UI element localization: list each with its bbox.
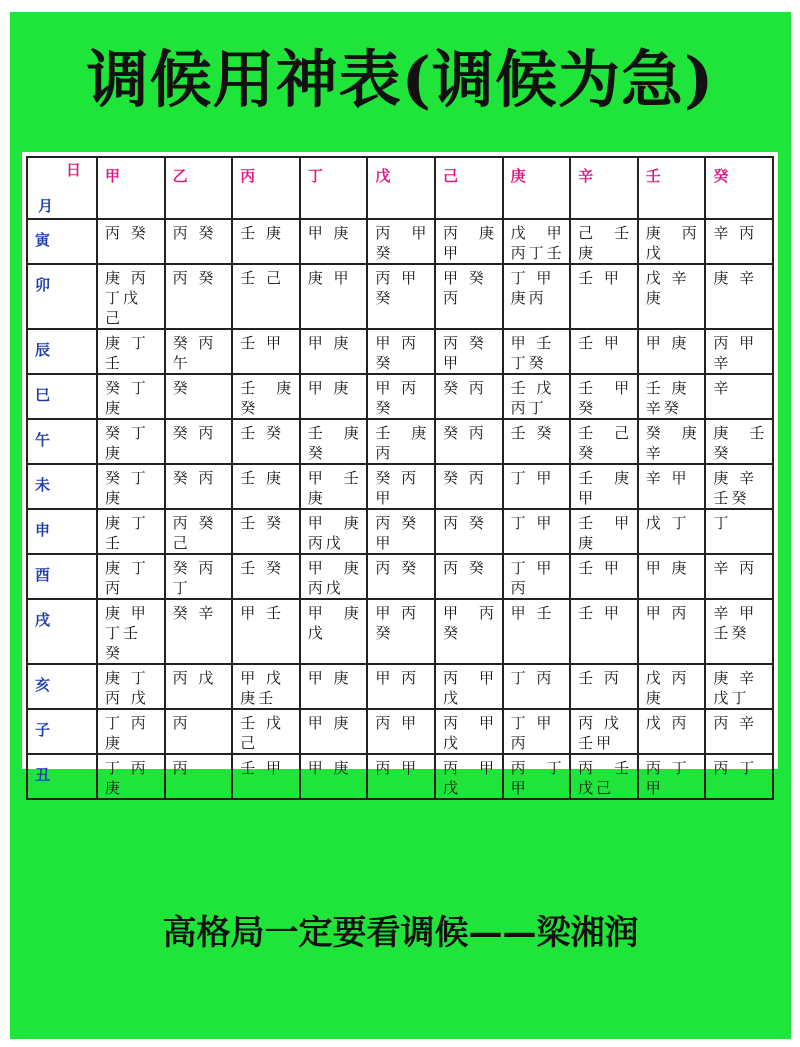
table-cell: 辛 丙 [705, 219, 773, 264]
header-row [27, 157, 773, 219]
table-cell: 壬 庚 [232, 464, 300, 509]
table-cell: 癸 丁 庚 [97, 419, 165, 464]
table-cell: 癸 丁 庚 [97, 464, 165, 509]
table-cell: 丙 甲 戊 [435, 754, 503, 799]
table-cell: 壬 庚 癸 [232, 374, 300, 419]
table-cell: 辛 甲 [638, 464, 706, 509]
table-cell: 壬 戊 己 [232, 709, 300, 754]
column-header-9: 壬 [638, 157, 706, 219]
table-row [27, 264, 773, 329]
table-cell: 甲 庚 丙戊 [300, 509, 368, 554]
table-cell: 丙 甲 [367, 709, 435, 754]
table-row [27, 374, 773, 419]
table-cell: 丙 庚 甲 [435, 219, 503, 264]
row-header-month: 丑 [27, 754, 97, 799]
column-header-2: 乙 [165, 157, 233, 219]
table-cell: 甲 庚 [300, 754, 368, 799]
table-cell: 壬 己 [232, 264, 300, 329]
table-cell: 己 壬 庚 [570, 219, 638, 264]
table-cell: 戊 甲 丙丁壬 [503, 219, 571, 264]
column-header-6: 己 [435, 157, 503, 219]
table-cell: 丁 丙 [503, 664, 571, 709]
table-cell: 丁 甲 [503, 509, 571, 554]
table-cell: 壬 甲 庚 [570, 509, 638, 554]
table-row [27, 554, 773, 599]
table-cell: 丙 癸 己 [165, 509, 233, 554]
table-cell: 甲 庚 [638, 329, 706, 374]
table-row [27, 709, 773, 754]
table-cell: 丙 甲 戊 [435, 709, 503, 754]
table-cell: 丙 甲 癸 [367, 264, 435, 329]
table-cell: 甲 庚 丙戊 [300, 554, 368, 599]
table-cell: 甲 丙 癸 [435, 599, 503, 664]
table-cell: 丁 丙 庚 [97, 754, 165, 799]
table-cell: 丁 甲 庚丙 [503, 264, 571, 329]
table-row [27, 219, 773, 264]
table-cell: 丙 丁 [705, 754, 773, 799]
table-cell: 壬 癸 [232, 419, 300, 464]
column-header-8: 辛 [570, 157, 638, 219]
row-header-month: 未 [27, 464, 97, 509]
table-cell: 癸 辛 [165, 599, 233, 664]
table-row [27, 509, 773, 554]
column-header-4: 丁 [300, 157, 368, 219]
column-header-1: 甲 [97, 157, 165, 219]
table-cell: 丙 戊 壬甲 [570, 709, 638, 754]
table-cell: 壬 甲 [232, 754, 300, 799]
table-cell: 丙 甲 辛 [705, 329, 773, 374]
table-cell: 丙 丁 甲 [638, 754, 706, 799]
table-cell: 甲 癸 丙 [435, 264, 503, 329]
table-cell: 丙 癸 甲 [435, 329, 503, 374]
table-cell: 甲 庚 戊 [300, 599, 368, 664]
row-header-month: 巳 [27, 374, 97, 419]
table-cell: 丙 丁 甲 [503, 754, 571, 799]
table-cell: 癸 丙 [165, 419, 233, 464]
table-cell: 庚 丁 壬 [97, 329, 165, 374]
table-cell: 庚 辛 [705, 264, 773, 329]
table-cell: 丙 癸 [435, 509, 503, 554]
table-cell: 丙 甲 [367, 754, 435, 799]
table-cell: 丙 癸 [165, 219, 233, 264]
row-header-month: 亥 [27, 664, 97, 709]
table-cell: 壬 庚 [232, 219, 300, 264]
table-cell: 壬 庚 丙 [367, 419, 435, 464]
table-cell: 丙 辛 [705, 709, 773, 754]
row-header-month: 寅 [27, 219, 97, 264]
table-cell: 庚 丁 丙 戊 [97, 664, 165, 709]
table-cell: 癸 丙 丁 [165, 554, 233, 599]
table-cell: 丙 癸 [367, 554, 435, 599]
table-cell: 甲 戊 庚壬 [232, 664, 300, 709]
table-cell: 壬 甲 癸 [570, 374, 638, 419]
row-header-month: 酉 [27, 554, 97, 599]
table-cell: 丙 戊 [165, 664, 233, 709]
table-cell: 戊 辛 庚 [638, 264, 706, 329]
table-cell: 壬 甲 [570, 599, 638, 664]
table-cell: 庚 甲 丁壬 癸 [97, 599, 165, 664]
column-header-3: 丙 [232, 157, 300, 219]
row-header-month: 子 [27, 709, 97, 754]
table-cell: 壬 癸 [232, 509, 300, 554]
column-header-5: 戊 [367, 157, 435, 219]
table-cell: 甲 丙 [367, 664, 435, 709]
row-header-month: 辰 [27, 329, 97, 374]
table-cell: 甲 庚 [638, 554, 706, 599]
table-cell: 戊 丁 [638, 509, 706, 554]
table-cell: 壬 丙 [570, 664, 638, 709]
column-header-10: 癸 [705, 157, 773, 219]
table-cell: 壬 庚 辛癸 [638, 374, 706, 419]
table-cell: 丙 癸 [435, 554, 503, 599]
table-cell: 庚 辛 戊丁 [705, 664, 773, 709]
table-cell: 丙 壬 戊己 [570, 754, 638, 799]
table-cell: 庚 辛 壬癸 [705, 464, 773, 509]
table-cell: 甲 壬 庚 [300, 464, 368, 509]
row-header-month: 午 [27, 419, 97, 464]
table-cell: 丁 甲 [503, 464, 571, 509]
table-cell: 壬 己 癸 [570, 419, 638, 464]
row-header-month: 申 [27, 509, 97, 554]
table-cell: 丙 甲 癸 [367, 219, 435, 264]
table-container [22, 152, 778, 797]
table-cell: 壬 癸 [232, 554, 300, 599]
table-cell: 庚 壬 癸 [705, 419, 773, 464]
table-cell: 甲 庚 [300, 374, 368, 419]
table-cell: 丙 癸 [165, 264, 233, 329]
table-cell: 甲 壬 [232, 599, 300, 664]
table-cell: 壬 甲 [232, 329, 300, 374]
table-cell: 甲 丙 [638, 599, 706, 664]
table-cell: 甲 庚 [300, 219, 368, 264]
table-cell: 甲 庚 [300, 709, 368, 754]
table-cell: 癸 丙 [435, 374, 503, 419]
table-row [27, 599, 773, 664]
table-cell: 丁 甲 丙 [503, 554, 571, 599]
table-cell: 丁 [705, 509, 773, 554]
table-cell: 丁 丙 庚 [97, 709, 165, 754]
table-row [27, 329, 773, 374]
table-cell: 戊 丙 庚 [638, 664, 706, 709]
column-header-7: 庚 [503, 157, 571, 219]
table-cell: 癸 庚 辛 [638, 419, 706, 464]
table-cell: 庚 丙 丁戊 己 [97, 264, 165, 329]
table-cell: 丁 甲 丙 [503, 709, 571, 754]
table-cell: 癸 丙 [435, 464, 503, 509]
table-cell: 辛 甲 壬癸 [705, 599, 773, 664]
table-cell: 壬 庚 甲 [570, 464, 638, 509]
table-cell: 庚 甲 [300, 264, 368, 329]
table-cell: 癸 丙 [435, 419, 503, 464]
table-cell: 甲 丙 癸 [367, 599, 435, 664]
table-cell: 丙 [165, 709, 233, 754]
table-cell: 癸 丙 午 [165, 329, 233, 374]
table-cell: 甲 庚 [300, 329, 368, 374]
table-cell: 壬 甲 [570, 329, 638, 374]
table-cell: 庚 丙 戊 [638, 219, 706, 264]
row-header-month: 戌 [27, 599, 97, 664]
table-cell: 丙 癸 甲 [367, 509, 435, 554]
table-row [27, 754, 773, 799]
table-cell: 辛 丙 [705, 554, 773, 599]
table-cell: 丙 [165, 754, 233, 799]
table-cell: 甲 庚 [300, 664, 368, 709]
table-row [27, 419, 773, 464]
table-cell: 甲 壬 [503, 599, 571, 664]
table-cell: 癸 丙 甲 [367, 464, 435, 509]
footer-quote: 高格局一定要看调候——梁湘润 [162, 913, 639, 953]
table-cell: 壬 甲 [570, 264, 638, 329]
table-row [27, 464, 773, 509]
table-cell: 癸 [165, 374, 233, 419]
tiaohou-table [26, 156, 774, 800]
table-cell: 甲 丙 癸 [367, 374, 435, 419]
table-cell: 丙 癸 [97, 219, 165, 264]
table-cell: 壬 甲 [570, 554, 638, 599]
table-cell: 庚 丁 壬 [97, 509, 165, 554]
table-cell: 癸 丙 [165, 464, 233, 509]
corner-cell [27, 157, 97, 219]
row-header-month: 卯 [27, 264, 97, 329]
table-cell: 癸 丁 庚 [97, 374, 165, 419]
table-cell: 辛 [705, 374, 773, 419]
table-cell: 壬 癸 [503, 419, 571, 464]
page-title: 调候用神表(调候为急) [86, 43, 715, 116]
table-cell: 壬 庚 癸 [300, 419, 368, 464]
table-cell: 甲 丙 癸 [367, 329, 435, 374]
table-cell: 庚 丁 丙 [97, 554, 165, 599]
table-cell: 丙 甲 戊 [435, 664, 503, 709]
table-cell: 戊 丙 [638, 709, 706, 754]
corner-day-label: 日 [65, 161, 84, 179]
table-cell: 壬 戊 丙丁 [503, 374, 571, 419]
table-cell: 甲 壬 丁癸 [503, 329, 571, 374]
table-body [27, 219, 773, 799]
corner-month-label: 月 [38, 197, 57, 215]
table-row [27, 664, 773, 709]
